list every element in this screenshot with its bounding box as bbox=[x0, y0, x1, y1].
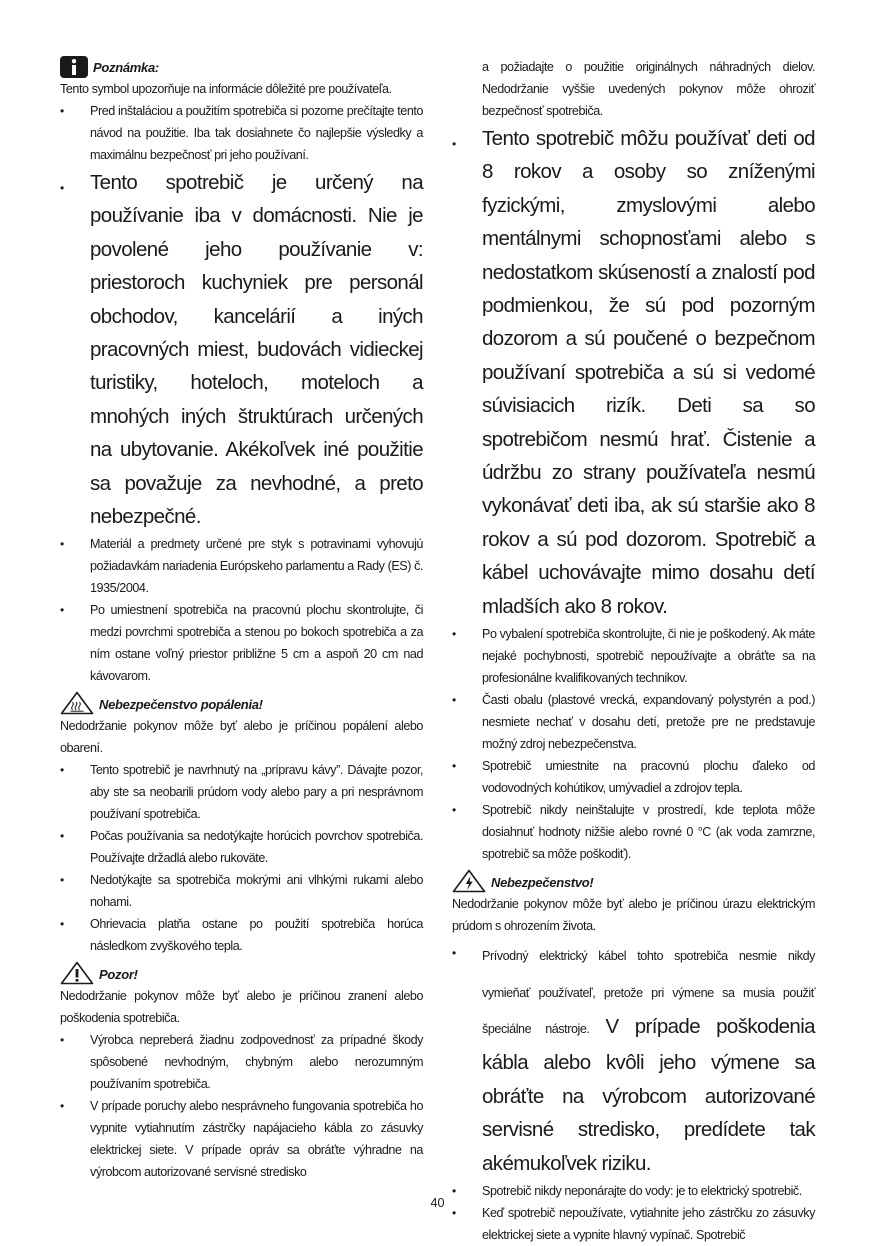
list-item: • Počas používania sa nedotýkajte horúcich povrchov spotrebiča. Používajte držadlá alebo rukoväte. bbox=[60, 825, 423, 869]
list-item: • Výrobca nepreberá žiadnu zodpovednosť za prípadné škody spôsobené nevhodným, chybným alebo nerozumným používaním spotrebiča. bbox=[60, 1029, 423, 1095]
list-item: • Po vybalení spotrebiča skontrolujte, či nie je poškodený. Ak máte nejaké pochybnosti, spotrebič nepoužívajte a obráťte sa na profesionálne kvalifikovaných technikov. bbox=[452, 623, 815, 689]
caution-title: Pozor! bbox=[99, 967, 138, 983]
right-list bbox=[452, 122, 815, 865]
burn-list bbox=[60, 759, 423, 957]
cable-replacement-notice bbox=[452, 937, 815, 1180]
list-item: • Nedotýkajte sa spotrebiča mokrými ani vlhkými rukami alebo nohami. bbox=[60, 869, 423, 913]
electric-intro: Nedodržanie pokynov môže byť alebo je príčinou úrazu elektrickým prúdom s ohrozením života. bbox=[452, 897, 815, 934]
burn-title: Nebezpečenstvo popálenia! bbox=[99, 697, 263, 713]
right-column bbox=[452, 56, 815, 1246]
burn-intro: Nedodržanie pokynov môže byť alebo je príčinou popálení alebo obarení. bbox=[60, 719, 423, 756]
note-intro: Tento symbol upozorňuje na informácie dôležité pre používateľa. bbox=[60, 82, 392, 96]
list-item: • Ohrievacia platňa ostane po použití spotrebiča horúca následkom zvyškového tepla. bbox=[60, 913, 423, 957]
children-use-notice: • Tento spotrebič môžu používať deti od 8 rokov a osoby so zníženými fyzickými, zmyslovými alebo mentálnymi schopnosťami alebo s nedostatkom skúseností a znalostí pod podmienkou, že sú pod pozorným dozorom a sú poučené o bezpečnom používaní spotrebiča a sú si vedomé súvisiacich rizík. Deti sa so spotrebičom nesmú hrať. Čistenie a údržbu zo strany používateľa nesmú vykonávať deti iba, ak sú staršie ako 8 rokov a sú pod dozorom. Spotrebič a kábel uchovávajte mimo dosahu detí mladších ako 8 rokov. bbox=[452, 122, 815, 623]
list-item: • Materiál a predmety určené pre styk s potravinami vyhovujú požiadavkám nariadenia Európskeho parlamentu a Rady (ES) č. 1935/2004. bbox=[60, 533, 423, 599]
note-list bbox=[60, 100, 423, 687]
list-item: • Spotrebič nikdy neponárajte do vody: je to elektrický spotrebič. bbox=[452, 1180, 815, 1202]
exclamation-warning-icon bbox=[60, 961, 94, 985]
continuation-text: a požiadajte o použitie originálnych náhradných dielov. Nedodržanie vyššie uvedených pokynov môže ohroziť bezpečnosť spotrebiča. bbox=[482, 60, 815, 118]
list-item: • Pred inštaláciou a použitím spotrebiča si pozorne prečítajte tento návod na použitie. Iba tak dosiahnete čo najlepšie výsledky a maximálnu bezpečnosť pri jeho používaní. bbox=[60, 100, 423, 166]
electric-heading bbox=[452, 869, 815, 893]
list-item: • Po umiestnení spotrebiča na pracovnú plochu skontrolujte, či medzi povrchmi spotrebiča a stenou po bokoch spotrebiča a za ním ostane voľný priestor približne 5 cm a aspoň 20 cm nad kávovarom. bbox=[60, 599, 423, 687]
cable-notice-small: Prívodný elektrický kábel tohto spotrebiča nesmie nikdy vymieňať používateľ, pretože pri výmene sa musia použiť špeciálne nástroje. bbox=[482, 949, 815, 1036]
list-item: • Časti obalu (plastové vrecká, expandovaný polystyrén a pod.) nesmiete nechať v dosahu detí, pretože pre ne predstavuje možný zdroj nebezpečenstva. bbox=[452, 689, 815, 755]
electric-shock-warning-icon bbox=[452, 869, 486, 893]
list-item: • V prípade poruchy alebo nesprávneho fungovania spotrebiča ho vypnite vytiahnutím zástrčky napájacieho kábla zo zásuvky elektrickej siete. V prípade opráv sa obráťte výhradne na výrobcom autorizované servisné stredisko bbox=[60, 1095, 423, 1183]
household-use-notice: • Tento spotrebič je určený na používanie iba v domácnosti. Nie je povolené jeho používanie v: priestoroch kuchyniek pre personál obchodov, kancelárií a iných pracovných miest, budovách vidieckej turistiky, hoteloch, moteloch a mnohých iných štruktúrach určených na ubytovanie. Akékoľvek iné použitie sa považuje za nevhodné, a preto nebezpečné. bbox=[60, 166, 423, 533]
electric-title: Nebezpečenstvo! bbox=[491, 875, 594, 891]
list-item: • Keď spotrebič nepoužívate, vytiahnite jeho zástrčku zo zásuvky elektrickej siete a vypnite hlavný vypínač. Spotrebič bbox=[452, 1202, 815, 1246]
page-number: 40 bbox=[430, 1196, 445, 1210]
hot-surface-warning-icon bbox=[60, 691, 94, 715]
caution-intro: Nedodržanie pokynov môže byť alebo je príčinou zranení alebo poškodenia spotrebiča. bbox=[60, 989, 423, 1026]
list-item: • Tento spotrebič je navrhnutý na „prípravu kávy”. Dávajte pozor, aby ste sa neobarili prúdom vody alebo pary a pri nesprávnom používaní spotrebiča. bbox=[60, 759, 423, 825]
caution-list bbox=[60, 1029, 423, 1183]
note-title: Poznámka: bbox=[93, 60, 159, 75]
list-item: • Spotrebič nikdy neinštalujte v prostredí, kde teplota môže dosiahnuť hodnoty nižšie alebo rovné 0 °C (ak voda zamrzne, spotrebič sa môže poškodiť). bbox=[452, 799, 815, 865]
cable-notice-large: V prípade poškodenia kábla alebo kvôli jeho výmene sa obráťte na výrobcom autorizované servisné stredisko, predídete tak akémukoľvek riziku. bbox=[482, 1014, 815, 1175]
list-item: • Spotrebič umiestnite na pracovnú plochu ďaleko od vodovodných kohútikov, umývadiel a zdrojov tepla. bbox=[452, 755, 815, 799]
left-column bbox=[60, 56, 423, 1183]
burn-heading bbox=[60, 691, 423, 715]
caution-heading bbox=[60, 961, 423, 985]
info-icon bbox=[60, 56, 88, 78]
note-heading bbox=[60, 56, 423, 78]
